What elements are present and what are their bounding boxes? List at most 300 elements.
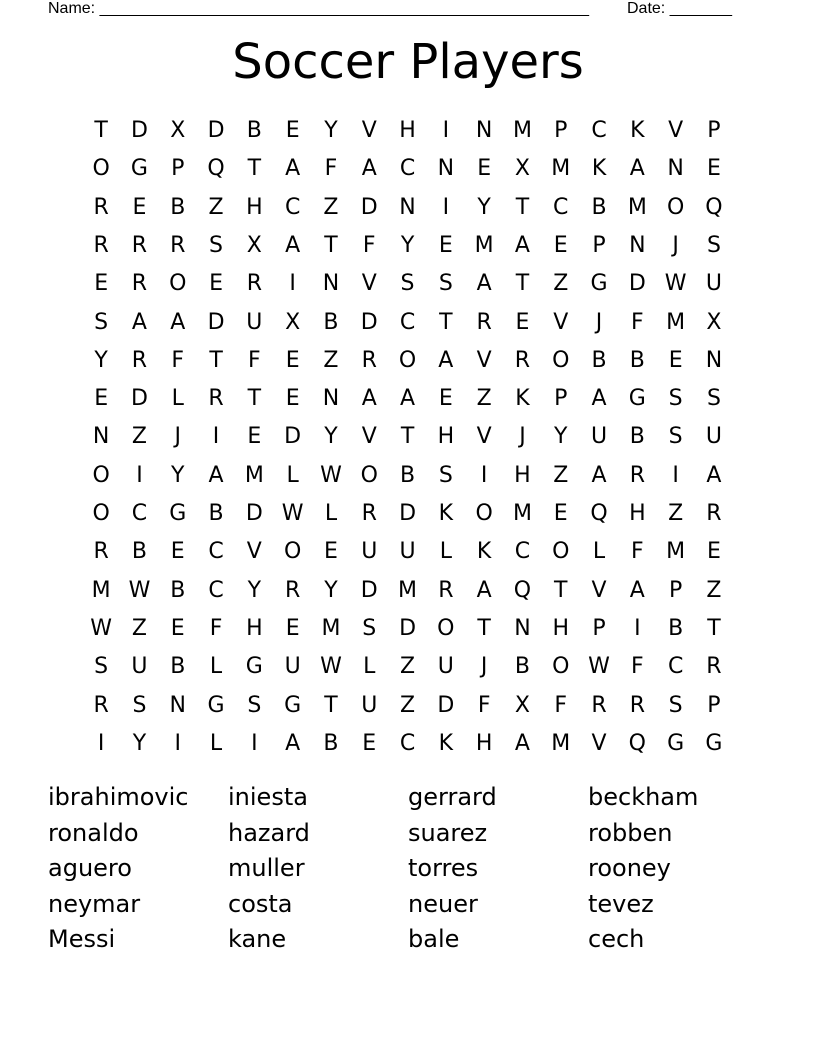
grid-letter: Y [324, 424, 338, 450]
grid-letter: O [666, 194, 685, 220]
grid-letter: A [361, 156, 377, 182]
grid-letter: B [170, 654, 186, 680]
grid-letter: E [285, 118, 300, 143]
grid-letter: T [707, 615, 721, 641]
grid-letter: I [634, 615, 641, 641]
date-field-label: Date: _______ [627, 0, 732, 17]
grid-letter: O [552, 539, 570, 565]
grid-letter: P [554, 386, 568, 412]
grid-letter: R [131, 271, 148, 297]
grid-letter: M [551, 730, 571, 756]
grid-letter: B [323, 730, 339, 756]
grid-letter: I [289, 271, 296, 297]
grid-letter: Z [706, 577, 722, 603]
grid-letter: L [171, 386, 184, 412]
grid-letter: N [705, 347, 723, 373]
grid-letter: O [92, 462, 110, 488]
grid-letter: W [281, 501, 304, 526]
grid-letter: W [128, 577, 151, 603]
grid-row [82, 418, 734, 456]
grid-letter: L [286, 462, 299, 488]
grid-letter: E [438, 232, 453, 258]
word-item: kane [228, 925, 287, 954]
grid-letter: Y [171, 462, 185, 488]
grid-letter: N [399, 194, 416, 220]
grid-letter: Z [400, 654, 416, 680]
grid-letter: L [439, 539, 452, 565]
grid-letter: B [170, 194, 186, 220]
grid-letter: A [400, 386, 416, 412]
grid-row [82, 227, 734, 265]
grid-letter: L [209, 730, 223, 756]
grid-letter: R [629, 462, 645, 488]
grid-letter: O [92, 156, 110, 182]
grid-letter: N [629, 232, 646, 258]
grid-letter: D [628, 271, 646, 297]
grid-letter: D [207, 118, 225, 143]
grid-letter: F [209, 615, 223, 641]
grid-letter: R [706, 501, 722, 526]
grid-row [82, 457, 734, 495]
grid-letter: G [667, 730, 685, 756]
grid-letter: R [361, 501, 377, 526]
grid-letter: O [437, 615, 455, 641]
grid-letter: L [324, 501, 338, 526]
grid-letter: B [399, 462, 416, 488]
grid-letter: L [592, 539, 606, 565]
grid-letter: O [398, 347, 417, 373]
word-column [228, 780, 408, 958]
grid-letter: Y [132, 730, 147, 756]
grid-letter: D [207, 309, 225, 335]
grid-letter: Z [323, 347, 339, 373]
grid-letter: B [668, 615, 684, 641]
grid-letter: T [400, 424, 415, 450]
grid-letter: F [554, 692, 568, 718]
grid-letter: N [92, 424, 110, 450]
grid-letter: Y [324, 577, 338, 603]
grid-letter: O [552, 654, 570, 680]
grid-letter: R [131, 347, 148, 373]
grid-letter: C [284, 194, 301, 220]
grid-letter: B [131, 539, 147, 565]
grid-letter: Y [477, 194, 491, 220]
grid-letter: X [706, 309, 722, 335]
grid-letter: S [438, 462, 453, 488]
grid-letter: A [285, 232, 301, 258]
word-item: torres [408, 854, 479, 883]
grid-letter: O [169, 271, 187, 297]
grid-letter: M [627, 194, 647, 220]
grid-letter: R [208, 386, 224, 412]
grid-letter: E [553, 501, 568, 526]
grid-letter: I [672, 462, 679, 488]
grid-letter: P [554, 118, 568, 143]
grid-letter: S [247, 692, 262, 718]
grid-letter: I [174, 730, 181, 756]
grid-letter: D [130, 386, 148, 412]
grid-letter: I [212, 424, 220, 450]
grid-letter: G [628, 386, 646, 412]
grid-letter: M [551, 156, 571, 182]
grid-letter: S [438, 271, 453, 297]
grid-letter: R [591, 692, 607, 718]
grid-letter: M [398, 577, 418, 603]
grid-letter: M [91, 577, 111, 603]
grid-letter: T [439, 309, 453, 335]
grid-letter: H [514, 462, 531, 488]
word-item: costa [228, 889, 293, 918]
word-item: neymar [48, 889, 141, 918]
grid-letter: K [515, 386, 530, 412]
word-item: aguero [48, 854, 132, 883]
grid-letter: U [284, 654, 301, 680]
grid-letter: N [322, 271, 340, 297]
grid-letter: E [362, 730, 377, 756]
grid-letter: B [591, 194, 607, 220]
grid-letter: H [629, 501, 646, 526]
grid-letter: B [591, 347, 607, 373]
grid-letter: H [399, 118, 416, 143]
grid-letter: G [245, 654, 263, 680]
grid-letter: N [437, 156, 455, 182]
grid-letter: R [438, 577, 454, 603]
grid-letter: E [170, 615, 185, 641]
grid-letter: X [514, 156, 530, 182]
grid-letter: S [706, 232, 721, 258]
grid-letter: E [706, 539, 721, 565]
grid-letter: Y [324, 118, 338, 143]
grid-row [82, 304, 734, 342]
grid-letter: R [476, 309, 492, 335]
grid-letter: G [207, 692, 225, 718]
grid-letter: A [438, 347, 454, 373]
grid-letter: T [247, 386, 262, 412]
grid-letter: A [629, 156, 645, 182]
grid-letter: Z [323, 194, 339, 220]
grid-letter: X [170, 118, 186, 143]
grid-letter: I [480, 462, 488, 488]
word-column [408, 780, 588, 958]
grid-letter: T [477, 615, 491, 641]
grid-letter: L [363, 654, 376, 680]
grid-letter: A [476, 577, 492, 603]
grid-letter: T [324, 692, 338, 718]
grid-letter: K [630, 118, 645, 143]
grid-letter: E [247, 424, 262, 450]
grid-letter: C [553, 194, 569, 220]
grid-letter: T [515, 271, 530, 297]
grid-letter: Y [247, 577, 262, 603]
grid-letter: E [94, 271, 109, 297]
grid-letter: H [437, 424, 455, 450]
grid-letter: W [90, 615, 113, 641]
grid-letter: E [515, 309, 530, 335]
grid-letter: E [553, 232, 568, 258]
grid-row [82, 495, 734, 533]
word-item: ronaldo [48, 818, 139, 847]
grid-letter: V [361, 424, 377, 450]
grid-letter: Y [400, 232, 415, 258]
grid-letter: B [246, 118, 262, 143]
grid-letter: C [514, 539, 531, 565]
grid-row [82, 380, 734, 418]
grid-letter: L [209, 654, 223, 680]
grid-letter: G [130, 156, 148, 182]
grid-letter: C [667, 654, 684, 680]
grid-letter: D [360, 194, 378, 220]
grid-letter: S [668, 692, 683, 718]
word-item: gerrard [408, 783, 497, 811]
grid-letter: M [512, 501, 532, 526]
grid-letter: S [94, 654, 109, 680]
grid-letter: F [631, 654, 644, 680]
grid-letter: A [208, 462, 224, 488]
grid-letter: G [590, 271, 608, 297]
grid-letter: E [668, 347, 683, 373]
grid-letter: F [324, 156, 338, 182]
grid-letter: V [668, 118, 684, 143]
grid-letter: T [324, 232, 338, 258]
grid-letter: G [284, 692, 302, 718]
word-item: tevez [588, 889, 654, 918]
grid-row [82, 150, 734, 188]
grid-letter: Z [208, 194, 224, 220]
word-item: bale [408, 925, 460, 954]
grid-letter: J [672, 232, 679, 258]
grid-row [82, 572, 734, 610]
grid-letter: Q [628, 730, 646, 756]
grid-letter: A [285, 156, 301, 182]
grid-letter: O [360, 462, 378, 488]
grid-letter: S [209, 232, 224, 258]
grid-row [82, 687, 734, 725]
grid-letter: I [136, 462, 143, 488]
grid-letter: E [438, 386, 453, 412]
grid-letter: U [361, 539, 378, 565]
grid-row [82, 265, 734, 303]
grid-letter: B [514, 654, 530, 680]
grid-letter: I [97, 730, 105, 756]
grid-letter: V [361, 271, 377, 297]
grid-letter: A [285, 730, 301, 756]
grid-letter: D [399, 501, 417, 526]
grid-letter: V [246, 539, 262, 565]
grid-letter: A [514, 730, 530, 756]
grid-letter: V [361, 118, 377, 143]
grid-letter: T [94, 118, 108, 143]
grid-letter: E [170, 539, 185, 565]
grid-letter: Z [476, 386, 492, 412]
grid-letter: M [244, 462, 264, 488]
grid-letter: Z [668, 501, 684, 526]
word-item: robben [588, 818, 673, 847]
grid-letter: N [514, 615, 531, 641]
grid-letter: D [399, 615, 417, 641]
grid-letter: Q [705, 194, 723, 220]
grid-row [82, 112, 734, 150]
grid-letter: C [208, 539, 224, 565]
grid-letter: A [476, 271, 492, 297]
grid-letter: X [285, 309, 301, 335]
grid-letter: J [595, 309, 603, 335]
grid-letter: U [361, 692, 378, 718]
grid-letter: A [131, 309, 147, 335]
grid-letter: V [591, 577, 607, 603]
grid-letter: D [437, 692, 455, 718]
grid-row [82, 725, 734, 763]
grid-letter: P [669, 577, 683, 603]
grid-letter: A [170, 309, 186, 335]
grid-letter: R [170, 232, 186, 258]
grid-letter: G [169, 501, 187, 526]
grid-letter: S [94, 309, 109, 335]
grid-letter: F [631, 309, 644, 335]
grid-letter: O [552, 347, 570, 373]
grid-letter: X [246, 232, 262, 258]
grid-letter: C [131, 501, 148, 526]
grid-letter: H [246, 615, 263, 641]
grid-letter: E [132, 194, 147, 220]
grid-letter: F [631, 539, 644, 565]
grid-letter: U [399, 539, 416, 565]
grid-letter: M [666, 539, 686, 565]
grid-letter: A [361, 386, 377, 412]
grid-letter: A [514, 232, 530, 258]
grid-row [82, 342, 734, 380]
grid-letter: C [591, 118, 607, 143]
grid-letter: A [591, 386, 607, 412]
grid-letter: P [171, 156, 185, 182]
grid-letter: F [171, 347, 185, 373]
grid-letter: J [174, 424, 181, 450]
grid-letter: O [283, 539, 302, 565]
grid-letter: T [209, 347, 223, 373]
grid-letter: C [208, 577, 224, 603]
word-item: beckham [588, 783, 699, 811]
grid-letter: W [320, 462, 342, 488]
grid-letter: K [438, 501, 454, 526]
word-item: ibrahimovic [48, 783, 189, 811]
grid-letter: S [400, 271, 415, 297]
grid-letter: B [170, 577, 186, 603]
grid-letter: X [514, 692, 530, 718]
grid-letter: B [629, 347, 645, 373]
grid-letter: K [438, 730, 454, 756]
grid-letter: W [664, 271, 687, 297]
grid-letter: I [442, 118, 450, 143]
grid-letter: R [93, 692, 109, 718]
grid-letter: S [362, 615, 377, 641]
grid-letter: Z [131, 615, 147, 641]
grid-letter: O [92, 501, 110, 526]
grid-letter: U [131, 654, 148, 680]
grid-letter: M [474, 232, 494, 258]
grid-letter: U [437, 654, 454, 680]
grid-letter: Y [94, 347, 108, 373]
grid-letter: K [591, 156, 607, 182]
grid-letter: W [320, 654, 342, 680]
grid-letter: J [480, 654, 488, 680]
grid-letter: S [706, 386, 721, 412]
word-item: hazard [228, 818, 310, 847]
grid-letter: E [285, 386, 300, 412]
word-item: cech [588, 925, 645, 954]
grid-letter: N [475, 118, 493, 143]
grid-letter: S [132, 692, 147, 718]
grid-letter: V [553, 309, 569, 335]
grid-letter: T [247, 156, 262, 182]
grid-letter: R [131, 232, 148, 258]
grid-letter: W [588, 654, 610, 680]
grid-letter: E [285, 615, 300, 641]
grid-row [82, 648, 734, 686]
grid-row [82, 533, 734, 571]
grid-letter: N [322, 386, 340, 412]
word-item: rooney [588, 854, 671, 883]
word-bank [48, 780, 768, 960]
grid-letter: C [399, 309, 416, 335]
grid-letter: R [93, 539, 109, 565]
grid-letter: M [666, 309, 686, 335]
grid-letter: R [246, 271, 262, 297]
grid-letter: D [360, 577, 378, 603]
letter-grid [82, 112, 734, 762]
grid-letter: V [591, 730, 607, 756]
grid-letter: K [476, 539, 492, 565]
grid-letter: R [706, 654, 722, 680]
grid-letter: A [706, 462, 722, 488]
grid-letter: P [592, 232, 606, 258]
word-item: muller [228, 854, 305, 883]
word-column [48, 780, 228, 958]
grid-letter: Y [554, 424, 568, 450]
grid-letter: Q [207, 156, 225, 182]
grid-letter: J [519, 424, 526, 450]
word-item: Messi [48, 925, 116, 954]
word-item: iniesta [228, 783, 308, 811]
grid-letter: R [629, 692, 645, 718]
grid-letter: F [477, 692, 491, 718]
grid-letter: Z [553, 462, 569, 488]
grid-letter: E [209, 271, 223, 297]
grid-letter: F [248, 347, 261, 373]
grid-letter: E [477, 156, 492, 182]
grid-letter: D [245, 501, 263, 526]
grid-letter: I [251, 730, 258, 756]
word-item: neuer [408, 889, 478, 918]
grid-letter: R [93, 194, 109, 220]
grid-letter: Z [553, 271, 569, 297]
name-field-label: Name: _______________________________________________________ [48, 0, 589, 17]
grid-letter: U [705, 271, 722, 297]
grid-letter: R [514, 347, 531, 373]
grid-letter: A [591, 462, 607, 488]
grid-letter: Q [513, 577, 532, 603]
grid-letter: U [705, 424, 722, 450]
grid-letter: B [629, 424, 645, 450]
grid-letter: T [554, 577, 568, 603]
grid-letter: E [285, 347, 300, 373]
grid-letter: C [399, 156, 416, 182]
grid-letter: U [246, 309, 263, 335]
grid-letter: D [284, 424, 302, 450]
grid-letter: E [706, 156, 721, 182]
grid-letter: N [169, 692, 186, 718]
grid-letter: P [707, 118, 721, 143]
grid-letter: M [321, 615, 341, 641]
page-title: Soccer Players [232, 34, 584, 90]
